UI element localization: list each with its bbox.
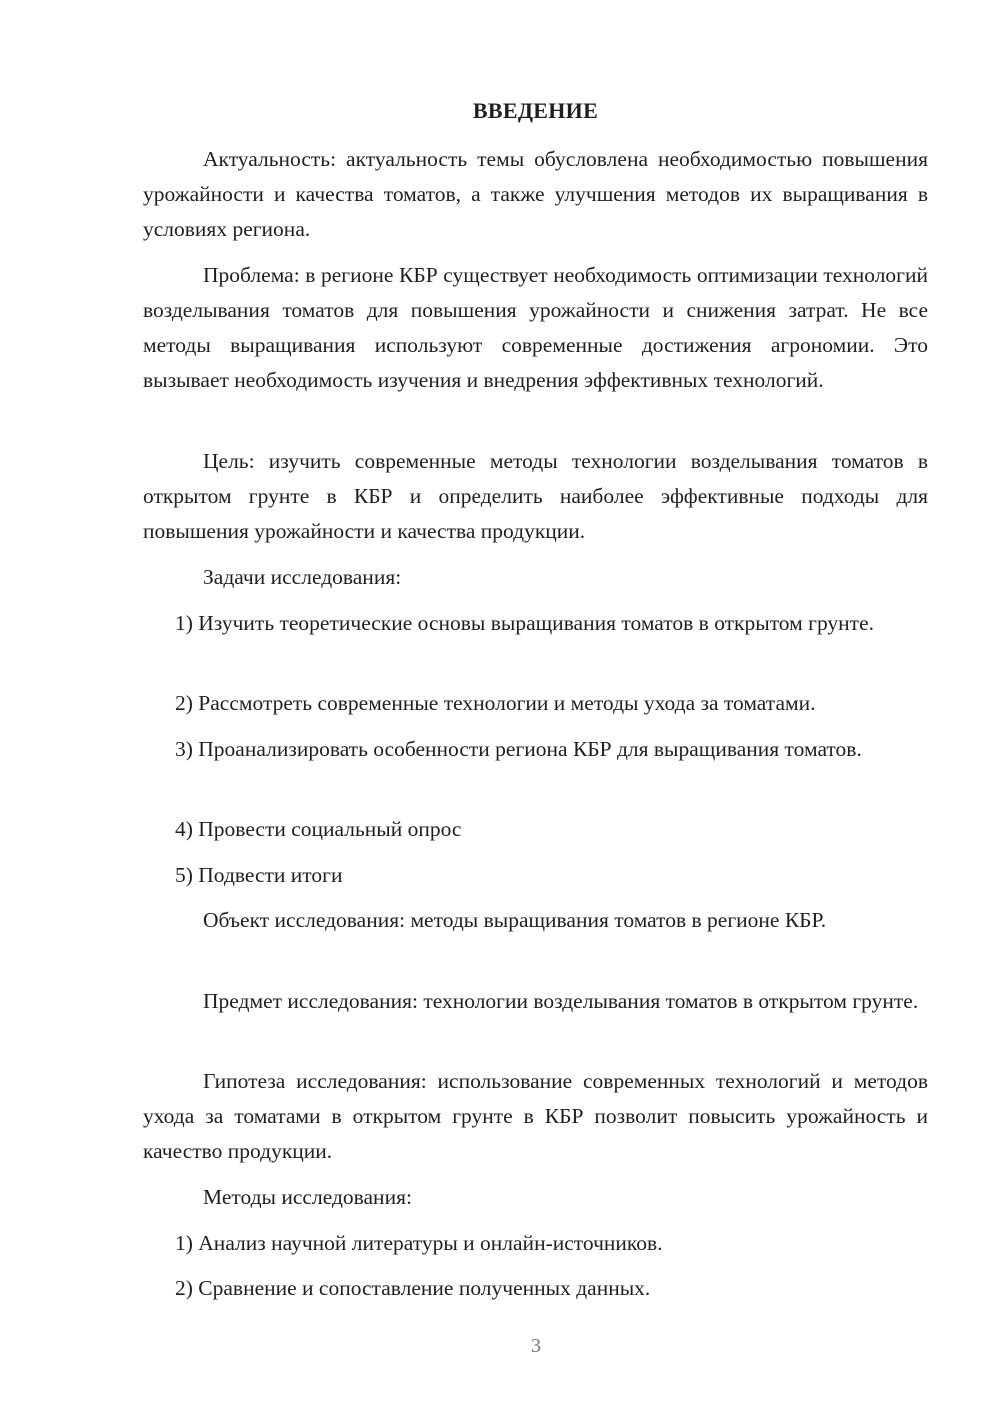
list-item-task-3: 3) Проанализировать особенности региона КБР для выращивания томатов.: [175, 737, 862, 761]
paragraph-object: Объект исследования: методы выращивания томатов в регионе КБР.: [203, 908, 827, 932]
paragraph-hypothesis: Гипотеза исследования: использование современных технологий и методов ухода за томатами в открытом грунте в КБР позволит повысить урожайность и качество продукции.: [143, 1069, 928, 1163]
paragraph-problem: Проблема: в регионе КБР существует необходимость оптимизации технологий возделывания томатов для повышения урожайности и снижения затрат. Не все методы выращивания используют современные достижения агрономии. Это вызывает необходимость изучения и внедрения эффективных технологий.: [143, 263, 928, 392]
paragraph-goal: Цель: изучить современные методы технологии возделывания томатов в открытом грунте в КБР и определить наиболее эффективные подходы для повышения урожайности и качества продукции.: [143, 449, 928, 543]
paragraph-subject: Предмет исследования: технологии возделывания томатов в открытом грунте.: [203, 989, 919, 1013]
list-item-method-1: 1) Анализ научной литературы и онлайн-источников.: [175, 1231, 663, 1255]
page-number: 3: [531, 1335, 541, 1357]
list-item-task-5: 5) Подвести итоги: [175, 863, 343, 887]
list-item-method-2: 2) Сравнение и сопоставление полученных данных.: [175, 1276, 651, 1300]
list-item-task-2: 2) Рассмотреть современные технологии и методы ухода за томатами.: [175, 691, 816, 715]
paragraph-relevance: Актуальность: актуальность темы обусловлена необходимостью повышения урожайности и качества томатов, а также улучшения методов их выращивания в условиях региона.: [143, 147, 928, 241]
page-title: ВВЕДЕНИЕ: [472, 98, 599, 123]
methods-title: Методы исследования:: [203, 1185, 412, 1209]
list-item-task-4: 4) Провести социальный опрос: [175, 817, 462, 841]
list-item-task-1: 1) Изучить теоретические основы выращивания томатов в открытом грунте.: [175, 611, 874, 635]
tasks-title: Задачи исследования:: [203, 565, 402, 589]
